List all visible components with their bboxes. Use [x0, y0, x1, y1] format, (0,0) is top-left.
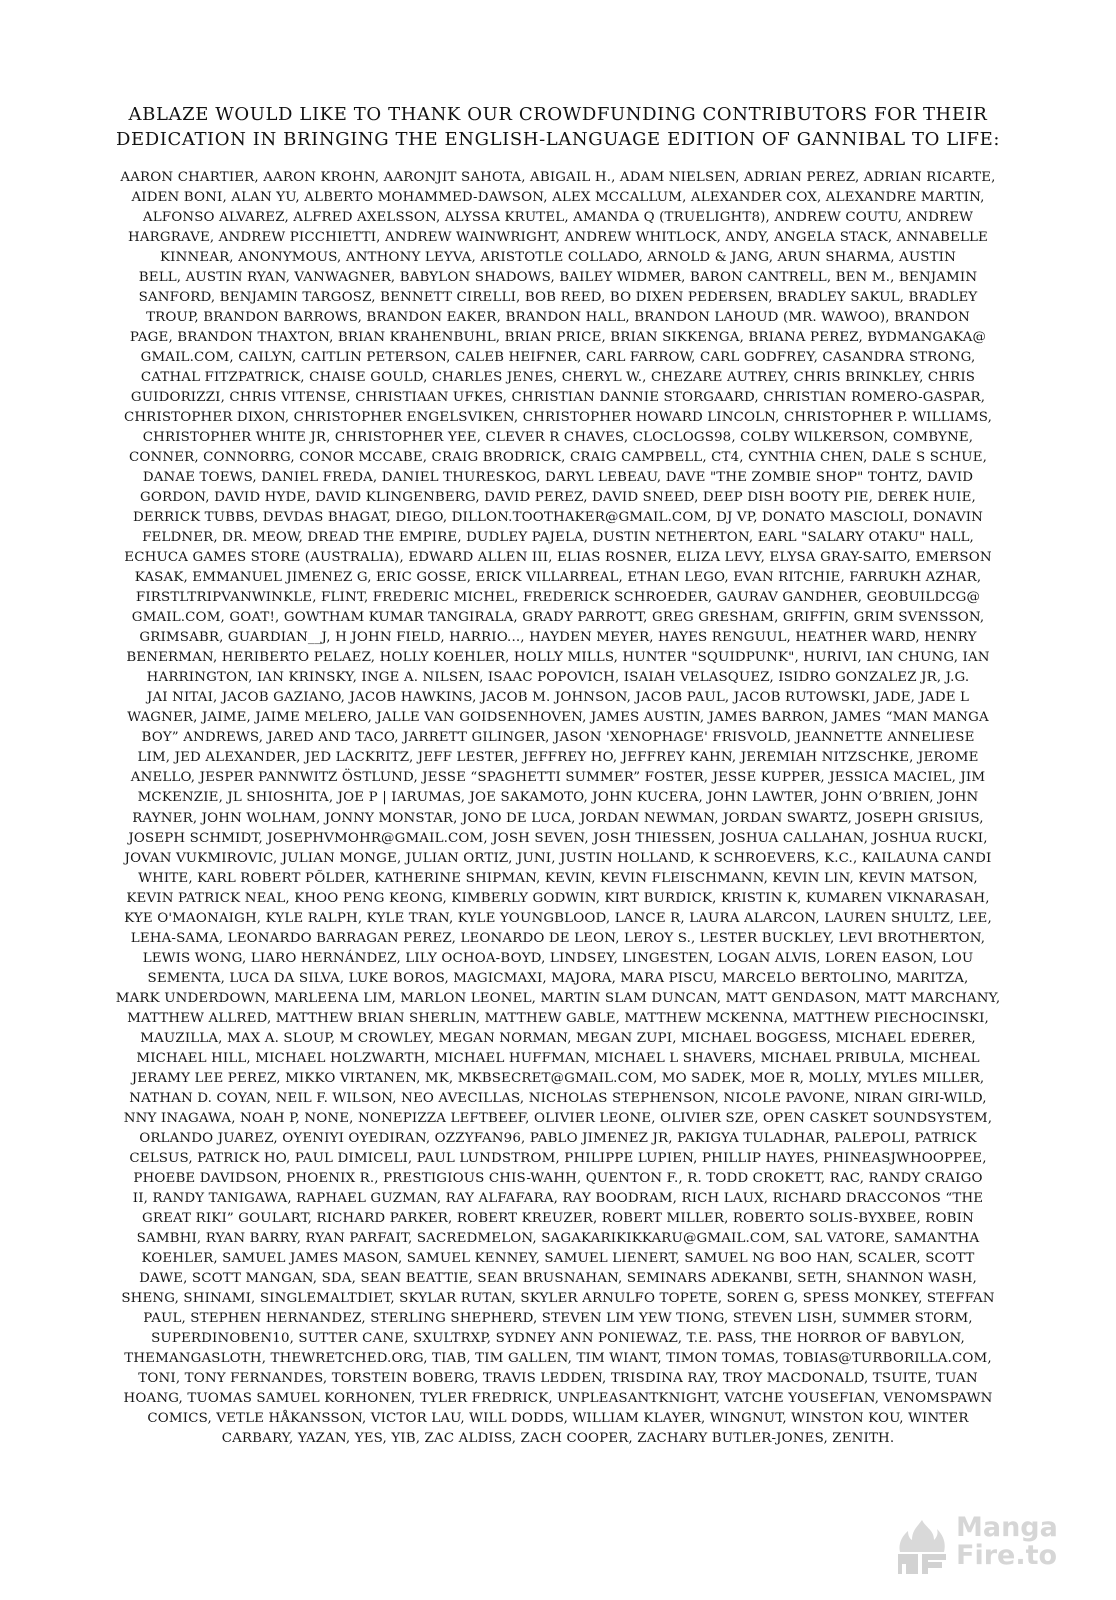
- contributor-line: CELSUS, PATRICK HO, PAUL DIMICELI, PAUL LUNDSTROM, PHILIPPE LUPIEN, PHILLIP HAYES, PHINEASJWHOOPPEE,: [129, 1150, 987, 1166]
- contributor-line: NATHAN D. COYAN, NEIL F. WILSON, NEO AVECILLAS, NICHOLAS STEPHENSON, NICOLE PAVONE, NIRAN GIRI-WILD,: [129, 1090, 987, 1106]
- contributor-line: DAWE, SCOTT MANGAN, SDA, SEAN BEATTIE, SEAN BRUSNAHAN, SEMINARS ADEKANBI, SETH, SHANNON WASH,: [139, 1270, 977, 1286]
- contributor-line: AIDEN BONI, ALAN YU, ALBERTO MOHAMMED-DAWSON, ALEX MCCALLUM, ALEXANDER COX, ALEXANDRE MARTIN,: [131, 190, 985, 206]
- contributor-line: II, RANDY TANIGAWA, RAPHAEL GUZMAN, RAY ALFAFARA, RAY BOODRAM, RICH LAUX, RICHARD DRACCONOS “THE: [132, 1190, 984, 1206]
- contributor-line: GRIMSABR, GUARDIAN__J, H JOHN FIELD, HARRIO..., HAYDEN MEYER, HAYES RENGUUL, HEATHER WARD, HENRY: [139, 630, 977, 646]
- contributor-line: LIM, JED ALEXANDER, JED LACKRITZ, JEFF LESTER, JEFFREY HO, JEFFREY KAHN, JEREMIAH NITZSCHKE, JEROME: [137, 750, 979, 766]
- contributor-line: DANAE TOEWS, DANIEL FREDA, DANIEL THURESKOG, DARYL LEBEAU, DAVE "THE ZOMBIE SHOP" TOHTZ, DAVID: [142, 470, 974, 486]
- watermark: [892, 1508, 1072, 1578]
- watermark-line-2: Fire.to: [956, 1540, 1058, 1571]
- contributor-line: ORLANDO JUAREZ, OYENIYI OYEDIRAN, OZZYFAN96, PABLO JIMENEZ JR, PAKIGYA TULADHAR, PALEPOLI, PATRICK: [139, 1130, 977, 1146]
- contributor-line: BENERMAN, HERIBERTO PELAEZ, HOLLY KOEHLER, HOLLY MILLS, HUNTER "SQUIDPUNK", HURIVI, IAN CHUNG, IAN: [126, 650, 990, 666]
- contributor-line: GUIDORIZZI, CHRIS VITENSE, CHRISTIAAN UFKES, CHRISTIAN DANNIE STORGAARD, CHRISTIAN ROMERO-GASPAR,: [130, 390, 986, 406]
- contributor-line: CHRISTOPHER DIXON, CHRISTOPHER ENGELSVIKEN, CHRISTOPHER HOWARD LINCOLN, CHRISTOPHER P. WILLIAMS,: [123, 410, 993, 426]
- contributor-line: ANELLO, JESPER PANNWITZ ÖSTLUND, JESSE “SPAGHETTI SUMMER” FOSTER, JESSE KUPPER, JESSICA MACIEL, JIM: [130, 770, 986, 786]
- mangafire-logo-icon: [892, 1516, 952, 1576]
- contributor-line: THEMANGASLOTH, THEWRETCHED.ORG, TIAB, TIM GALLEN, TIM WIANT, TIMON TOMAS, TOBIAS@TURBORILLA.COM,: [124, 1350, 992, 1366]
- contributor-line: KYE O'MAONAIGH, KYLE RALPH, KYLE TRAN, KYLE YOUNGBLOOD, LANCE R, LAURA ALARCON, LAUREN SHULTZ, LEE,: [124, 910, 992, 926]
- contributor-line: CHRISTOPHER WHITE JR, CHRISTOPHER YEE, CLEVER R CHAVES, CLOCLOGS98, COLBY WILKERSON, COMBYNE,: [142, 430, 974, 446]
- contributor-line: HARRINGTON, IAN KRINSKY, INGE A. NILSEN, ISAAC POPOVICH, ISAIAH VELASQUEZ, ISIDRO GONZALEZ JR, J.G.: [146, 670, 970, 686]
- heading-line-1: ABLAZE WOULD LIKE TO THANK OUR CROWDFUNDING CONTRIBUTORS FOR THEIR: [128, 104, 988, 125]
- contributor-line: KASAK, EMMANUEL JIMENEZ G, ERIC GOSSE, ERICK VILLARREAL, ETHAN LEGO, EVAN RITCHIE, FARRUKH AZHAR,: [134, 570, 982, 586]
- contributor-line: MICHAEL HILL, MICHAEL HOLZWARTH, MICHAEL HUFFMAN, MICHAEL L SHAVERS, MICHAEL PRIBULA, MICHEAL: [136, 1050, 980, 1066]
- contributor-line: SUPERDINOBEN10, SUTTER CANE, SXULTRXP, SYDNEY ANN PONIEWAZ, T.E. PASS, THE HORROR OF BABYLON,: [151, 1330, 965, 1346]
- contributor-line: SHENG, SHINAMI, SINGLEMALTDIET, SKYLAR RUTAN, SKYLER ARNULFO TOPETE, SOREN G, SPESS MONKEY, STEFFAN: [121, 1290, 995, 1306]
- contributor-line: WAGNER, JAIME, JAIME MELERO, JALLE VAN GOIDSENHOVEN, JAMES AUSTIN, JAMES BARRON, JAMES “MAN MANGA: [127, 710, 989, 726]
- contributor-line: BELL, AUSTIN RYAN, VANWAGNER, BABYLON SHADOWS, BAILEY WIDMER, BARON CANTRELL, BEN M., BENJAMIN: [138, 270, 978, 286]
- contributor-line: COMICS, VETLE HÅKANSSON, VICTOR LAU, WILL DODDS, WILLIAM KLAYER, WINGNUT, WINSTON KOU, WINTER: [147, 1410, 969, 1426]
- contributor-line: TONI, TONY FERNANDES, TORSTEIN BOBERG, TRAVIS LEDDEN, TRISDINA RAY, TROY MACDONALD, TSUITE, TUAN: [138, 1370, 978, 1386]
- contributor-line: NNY INAGAWA, NOAH P, NONE, NONEPIZZA LEFTBEEF, OLIVIER LEONE, OLIVIER SZE, OPEN CASKET SOUNDSYSTEM,: [123, 1110, 993, 1126]
- contributor-line: HARGRAVE, ANDREW PICCHIETTI, ANDREW WAINWRIGHT, ANDREW WHITLOCK, ANDY, ANGELA STACK, ANNABELLE: [128, 230, 988, 246]
- watermark-text: [956, 1514, 1058, 1570]
- contributor-line: CARBARY, YAZAN, YES, YIB, ZAC ALDISS, ZACH COOPER, ZACHARY BUTLER-JONES, ZENITH.: [221, 1430, 895, 1446]
- contributor-line: SANFORD, BENJAMIN TARGOSZ, BENNETT CIRELLI, BOB REED, BO DIXEN PEDERSEN, BRADLEY SAKUL, BRADLEY: [138, 290, 978, 306]
- contributor-line: ALFONSO ALVAREZ, ALFRED AXELSSON, ALYSSA KRUTEL, AMANDA Q (TRUELIGHT8), ANDREW COUTU, ANDREW: [142, 210, 974, 226]
- contributor-line: GMAIL.COM, GOAT!, GOWTHAM KUMAR TANGIRALA, GRADY PARROTT, GREG GRESHAM, GRIFFIN, GRIM SVENSSON,: [131, 610, 985, 626]
- contributor-line: BOY” ANDREWS, JARED AND TACO, JARRETT GILINGER, JASON 'XENOPHAGE' FRISVOLD, JEANNETTE ANNELIESE: [141, 730, 975, 746]
- contributor-line: JOVAN VUKMIROVIC, JULIAN MONGE, JULIAN ORTIZ, JUNI, JUSTIN HOLLAND, K SCHROEVERS, K.C., KAILAUNA CANDI: [124, 850, 992, 866]
- contributor-line: CONNER, CONNORRG, CONOR MCCABE, CRAIG BRODRICK, CRAIG CAMPBELL, CT4, CYNTHIA CHEN, DALE S SCHUE,: [128, 450, 988, 466]
- contributor-line: FIRSTLTRIPVANWINKLE, FLINT, FREDERIC MICHEL, FREDERICK SCHROEDER, GAURAV GANDHER, GEOBUILDCG@: [135, 590, 981, 606]
- contributor-line: CATHAL FITZPATRICK, CHAISE GOULD, CHARLES JENES, CHERYL W., CHEZARE AUTREY, CHRIS BRINKLEY, CHRIS: [140, 370, 976, 386]
- contributor-line: LEWIS WONG, LIARO HERNÁNDEZ, LILY OCHOA-BOYD, LINDSEY, LINGESTEN, LOGAN ALVIS, LOREN EASON, LOU: [142, 950, 974, 966]
- watermark-line-1: Manga: [956, 1512, 1058, 1543]
- contributor-line: PAUL, STEPHEN HERNANDEZ, STERLING SHEPHERD, STEVEN LIM YEW TIONG, STEVEN LISH, SUMMER STORM,: [143, 1310, 973, 1326]
- contributor-line: GMAIL.COM, CAILYN, CAITLIN PETERSON, CALEB HEIFNER, CARL FARROW, CARL GODFREY, CASANDRA STRONG,: [140, 350, 976, 366]
- contributor-line: GORDON, DAVID HYDE, DAVID KLINGENBERG, DAVID PEREZ, DAVID SNEED, DEEP DISH BOOTY PIE, DEREK HUIE,: [140, 490, 976, 506]
- contributor-line: KOEHLER, SAMUEL JAMES MASON, SAMUEL KENNEY, SAMUEL LIENERT, SAMUEL NG BOO HAN, SCALER, SCOTT: [141, 1250, 975, 1266]
- contributor-line: KINNEAR, ANONYMOUS, ANTHONY LEYVA, ARISTOTLE COLLADO, ARNOLD & JANG, ARUN SHARMA, AUSTIN: [160, 250, 956, 266]
- contributor-line: ECHUCA GAMES STORE (AUSTRALIA), EDWARD ALLEN III, ELIAS ROSNER, ELIZA LEVY, ELYSA GRAY-SAITO, EMERSON: [124, 550, 992, 566]
- contributor-line: TROUP, BRANDON BARROWS, BRANDON EAKER, BRANDON HALL, BRANDON LAHOUD (MR. WAWOO), BRANDON: [146, 310, 970, 326]
- contributor-line: MCKENZIE, JL SHIOSHITA, JOE P | IARUMAS, JOE SAKAMOTO, JOHN KUCERA, JOHN LAWTER, JOHN O’BRIEN, JOHN: [137, 790, 979, 806]
- contributor-line: JERAMY LEE PEREZ, MIKKO VIRTANEN, MK, MKBSECRET@GMAIL.COM, MO SADEK, MOE R, MOLLY, MYLES MILLER,: [131, 1070, 985, 1086]
- contributor-line: SEMENTA, LUCA DA SILVA, LUKE BOROS, MAGICMAXI, MAJORA, MARA PISCU, MARCELO BERTOLINO, MARITZA,: [147, 970, 969, 986]
- contributor-line: LEHA-SAMA, LEONARDO BARRAGAN PEREZ, LEONARDO DE LEON, LEROY S., LESTER BUCKLEY, LEVI BROTHERTON,: [130, 930, 986, 946]
- contributor-line: JOSEPH SCHMIDT, JOSEPHVMOHR@GMAIL.COM, JOSH SEVEN, JOSH THIESSEN, JOSHUA CALLAHAN, JOSHUA RUCKI,: [128, 830, 988, 846]
- contributor-line: MARK UNDERDOWN, MARLEENA LIM, MARLON LEONEL, MARTIN SLAM DUNCAN, MATT GENDASON, MATT MARCHANY,: [115, 990, 1001, 1006]
- contributor-line: MATTHEW ALLRED, MATTHEW BRIAN SHERLIN, MATTHEW GABLE, MATTHEW MCKENNA, MATTHEW PIECHOCINSKI,: [127, 1010, 989, 1026]
- credits-page: [62, 102, 1054, 1449]
- page-heading: [62, 102, 1054, 152]
- contributor-line: PHOEBE DAVIDSON, PHOENIX R., PRESTIGIOUS CHIS-WAHH, QUENTON F., R. TODD CROKETT, RAC, RANDY CRAIGO: [133, 1170, 983, 1186]
- contributor-line: HOANG, TUOMAS SAMUEL KORHONEN, TYLER FREDRICK, UNPLEASANTKNIGHT, VATCHE YOUSEFIAN, VENOMSPAWN: [123, 1390, 993, 1406]
- contributor-line: DERRICK TUBBS, DEVDAS BHAGAT, DIEGO, DILLON.TOOTHAKER@GMAIL.COM, DJ VP, DONATO MASCIOLI, DONAVIN: [132, 510, 984, 526]
- contributor-line: WHITE, KARL ROBERT PÕLDER, KATHERINE SHIPMAN, KEVIN, KEVIN FLEISCHMANN, KEVIN LIN, KEVIN MATSON,: [138, 870, 978, 886]
- contributor-line: RAYNER, JOHN WOLHAM, JONNY MONSTAR, JONO DE LUCA, JORDAN NEWMAN, JORDAN SWARTZ, JOSEPH GRISIUS,: [132, 810, 984, 826]
- contributor-line: GREAT RIKI” GOULART, RICHARD PARKER, ROBERT KREUZER, ROBERT MILLER, ROBERTO SOLIS-BYXBEE, ROBIN: [142, 1210, 974, 1226]
- contributor-line: SAMBHI, RYAN BARRY, RYAN PARFAIT, SACREDMELON, SAGAKARIKIKKARU@GMAIL.COM, SAL VATORE, SAMANTHA: [136, 1230, 980, 1246]
- contributor-line: MAUZILLA, MAX A. SLOUP, M CROWLEY, MEGAN NORMAN, MEGAN ZUPI, MICHAEL BOGGESS, MICHAEL EDERER,: [140, 1030, 976, 1046]
- contributor-line: FELDNER, DR. MEOW, DREAD THE EMPIRE, DUDLEY PAJELA, DUSTIN NETHERTON, EARL "SALARY OTAKU" HALL,: [142, 530, 974, 546]
- contributor-line: AARON CHARTIER, AARON KROHN, AARONJIT SAHOTA, ABIGAIL H., ADAM NIELSEN, ADRIAN PEREZ, ADRIAN RICARTE,: [120, 170, 996, 185]
- contributor-line: KEVIN PATRICK NEAL, KHOO PENG KEONG, KIMBERLY GODWIN, KIRT BURDICK, KRISTIN K, KUMAREN VIKNARASAH,: [126, 890, 990, 906]
- heading-line-2: DEDICATION IN BRINGING THE ENGLISH-LANGUAGE EDITION OF GANNIBAL TO LIFE:: [115, 129, 1001, 150]
- contributor-line: JAI NITAI, JACOB GAZIANO, JACOB HAWKINS, JACOB M. JOHNSON, JACOB PAUL, JACOB RUTOWSKI, JADE, JADE L: [146, 690, 970, 706]
- contributor-line: PAGE, BRANDON THAXTON, BRIAN KRAHENBUHL, BRIAN PRICE, BRIAN SIKKENGA, BRIANA PEREZ, BYDMANGAKA@: [129, 330, 987, 346]
- contributor-names: [62, 168, 1054, 1449]
